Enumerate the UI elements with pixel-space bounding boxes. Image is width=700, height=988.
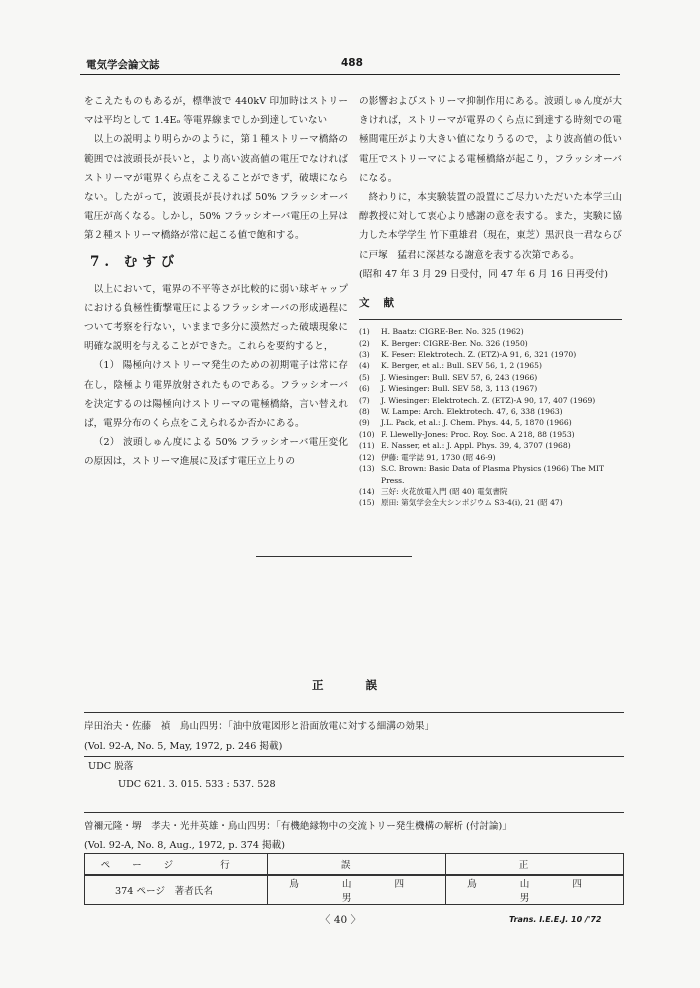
reference-number: (3) xyxy=(359,350,370,360)
reference-text: H. Baatz: CIGRE-Ber. No. 325 (1962) xyxy=(381,327,524,337)
errata-udc xyxy=(84,756,624,794)
page-number: 488 xyxy=(341,57,363,69)
table-cell: 鳥 山 四 男 xyxy=(446,875,624,905)
reference-number: (1) xyxy=(359,327,370,337)
reference-item xyxy=(359,372,622,383)
reference-number: (8) xyxy=(359,407,370,417)
reference-text: E. Nasser, et al.: J. Appl. Phys. 39, 4, 3707 (1968) xyxy=(381,441,571,451)
reference-text: S.C. Brown: Basic Data of Plasma Physics (1966) The MIT Press. xyxy=(381,464,605,485)
reference-item xyxy=(359,349,622,360)
errata-item-ref: (Vol. 92-A, No. 5, May, 1972, p. 246 掲載) xyxy=(84,741,283,752)
reference-item xyxy=(359,486,622,497)
references-list xyxy=(359,326,622,509)
paragraph: 以上において，電界の不平等さが比較的に弱い球ギャップにおける負極性衝撃電圧によるフラッシオーバの形成過程について考察を行ない，いままで多分に漠然だった破壊現象に明確な説明を与えることができた。これらを要約すると， xyxy=(84,283,348,353)
journal-title: 電気学会論文誌 xyxy=(86,59,160,71)
reference-number: (14) xyxy=(359,486,375,496)
section-title: 7. むすび xyxy=(90,253,180,270)
paragraph: をこえたものもあるが，標準波で 440kV 印加時はストリーマは平均として 1.4Eₒ 等電界線までしか到達していない xyxy=(84,96,348,127)
reference-text: 三好: 火花放電入門 (昭 40) 電気書院 xyxy=(381,486,508,496)
table-header-row xyxy=(85,854,624,876)
errata-item-ref: (Vol. 92-A, No. 8, Aug., 1972, p. 374 掲載) xyxy=(84,840,285,851)
references-rule xyxy=(359,319,622,320)
reference-item xyxy=(359,417,622,428)
udc-label: UDC 脱落 xyxy=(88,761,134,772)
reference-item xyxy=(359,452,622,463)
errata-item-title: 岸田治夫・佐藤 禎 鳥山四男：「油中放電図形と沿面放電に対する細溝の効果」 xyxy=(84,721,435,732)
reference-text: W. Lampe: Arch. Elektrotech. 47, 6, 338 (1963) xyxy=(381,407,563,417)
table-cell: 鳥 山 四 男 xyxy=(268,875,446,905)
received-dates: (昭和 47 年 3 月 29 日受付，同 47 年 6 月 16 日再受付) xyxy=(359,268,609,280)
reference-number: (13) xyxy=(359,464,375,474)
errata-item-title: 曽禰元隆・堺 孝夫・光井英雄・鳥山四男：「有機絶縁物中の交流トリー発生機構の解析 (付討論)」 xyxy=(84,821,512,832)
footer-journal: Trans. I.E.E.J. 10 /'72 xyxy=(509,915,602,924)
errata-table xyxy=(84,853,624,905)
paragraph: 以上の説明より明らかのように，第１種ストリーマ橋絡の範囲では波頭長が長いと，より高い波高値の電圧でなければストリーマが電界くら点をこえることができず，破壊にならない。したがって，波頭長が長ければ 50% フラッシオーバ電圧が高くなる。しかし，50% フラッシオーバ電圧の上昇は第２種ストリーマ橋絡が常に起こる値で飽和する。 xyxy=(84,134,348,242)
reference-number: (9) xyxy=(359,418,370,428)
reference-item xyxy=(359,497,622,508)
paragraph: の影響およびストリーマ抑制作用にある。波頭しゅん度が大きければ，ストリーマが電界のくら点に到達する時刻での電極間電圧がより大きい値になりうるので，より波高値の低い電圧でストリーマによる電極橋絡が起こり，フラッシオーバになる。 xyxy=(359,96,622,184)
header-rule xyxy=(80,74,620,75)
table-header-cell: 誤 xyxy=(268,854,446,876)
reference-number: (5) xyxy=(359,372,370,382)
reference-text: J. Wiesinger: Elektrotech. Z. (ETZ)-A 90, 17, 407 (1969) xyxy=(381,395,596,405)
table-header-cell: 正 xyxy=(446,854,624,876)
reference-number: (15) xyxy=(359,498,375,508)
table-row xyxy=(85,875,624,905)
reference-text: K. Berger, et al.: Bull. SEV 56, 1, 2 (1965) xyxy=(381,361,542,371)
reference-number: (10) xyxy=(359,429,375,439)
paragraph: （1） 陽極向けストリーマ発生のための初期電子は常に存在し，陰極より電界放射されたものである。フラッシオーバを決定するのは陽極向けストリーマの電極橋絡，言い替えれば，電界分布のくら点をこえられるか否かにある。 xyxy=(84,360,348,430)
udc-value: UDC 621. 3. 015. 533 : 537. 528 xyxy=(118,779,276,790)
reference-item xyxy=(359,463,622,486)
reference-text: 伊藤: 電学誌 91, 1730 (昭 46-9) xyxy=(381,452,496,462)
reference-number: (6) xyxy=(359,384,370,394)
footer-page-number: 〈 40 〉 xyxy=(320,914,362,926)
reference-text: K. Feser: Elektrotech. Z. (ETZ)-A 91, 6, 321 (1970) xyxy=(381,350,577,360)
reference-item xyxy=(359,338,622,349)
reference-item xyxy=(359,383,622,394)
reference-item xyxy=(359,395,622,406)
reference-number: (7) xyxy=(359,395,370,405)
divider xyxy=(256,556,412,557)
right-column xyxy=(359,92,632,509)
table-cell: 374 ページ 著者氏名 xyxy=(85,875,268,905)
paragraph: （2） 波頭しゅん度による 50% フラッシオーバ電圧変化の原因は，ストリーマ進展に及ぼす電圧立上りの xyxy=(84,437,348,468)
reference-item xyxy=(359,326,622,337)
left-column xyxy=(84,92,348,472)
reference-text: K. Berger: CIGRE-Ber. No. 326 (1950) xyxy=(381,338,528,348)
reference-text: F. Llewelly-Jones: Proc. Roy. Soc. A 218, 88 (1953) xyxy=(381,429,575,439)
references-title: 文献 xyxy=(359,297,408,310)
reference-item xyxy=(359,360,622,371)
reference-number: (2) xyxy=(359,338,370,348)
errata-item-1 xyxy=(84,712,624,757)
reference-text: J. Wiesinger: Bull. SEV 58, 3, 113 (1967) xyxy=(381,384,538,394)
reference-number: (4) xyxy=(359,361,370,371)
errata-item-2 xyxy=(84,812,624,855)
reference-text: J. Wiesinger: Bull. SEV 57, 6, 243 (1966) xyxy=(381,372,538,382)
paragraph: 終わりに，本実験装置の設置にご尽力いただいた本学三山 醇教授に対して衷心より感謝の意を表する。また，実験に協力した本学学生 竹下重雄君（現在，東芝）黒沢良一君ならびに戸塚 猛君に深甚なる謝意を表する次第である。 xyxy=(359,192,632,261)
reference-text: 原田: 第気学会全大シンポジウム S3-4(i), 21 (昭 47) xyxy=(381,498,563,508)
reference-item xyxy=(359,440,622,451)
reference-item xyxy=(359,406,622,417)
reference-number: (11) xyxy=(359,441,375,451)
reference-item xyxy=(359,429,622,440)
table-header-cell: ページ 行 xyxy=(85,854,268,876)
errata-title: 正誤 xyxy=(312,678,419,692)
reference-text: J.L. Pack, et al.: J. Chem. Phys. 44, 5, 1870 (1966) xyxy=(381,418,572,428)
reference-number: (12) xyxy=(359,452,375,462)
